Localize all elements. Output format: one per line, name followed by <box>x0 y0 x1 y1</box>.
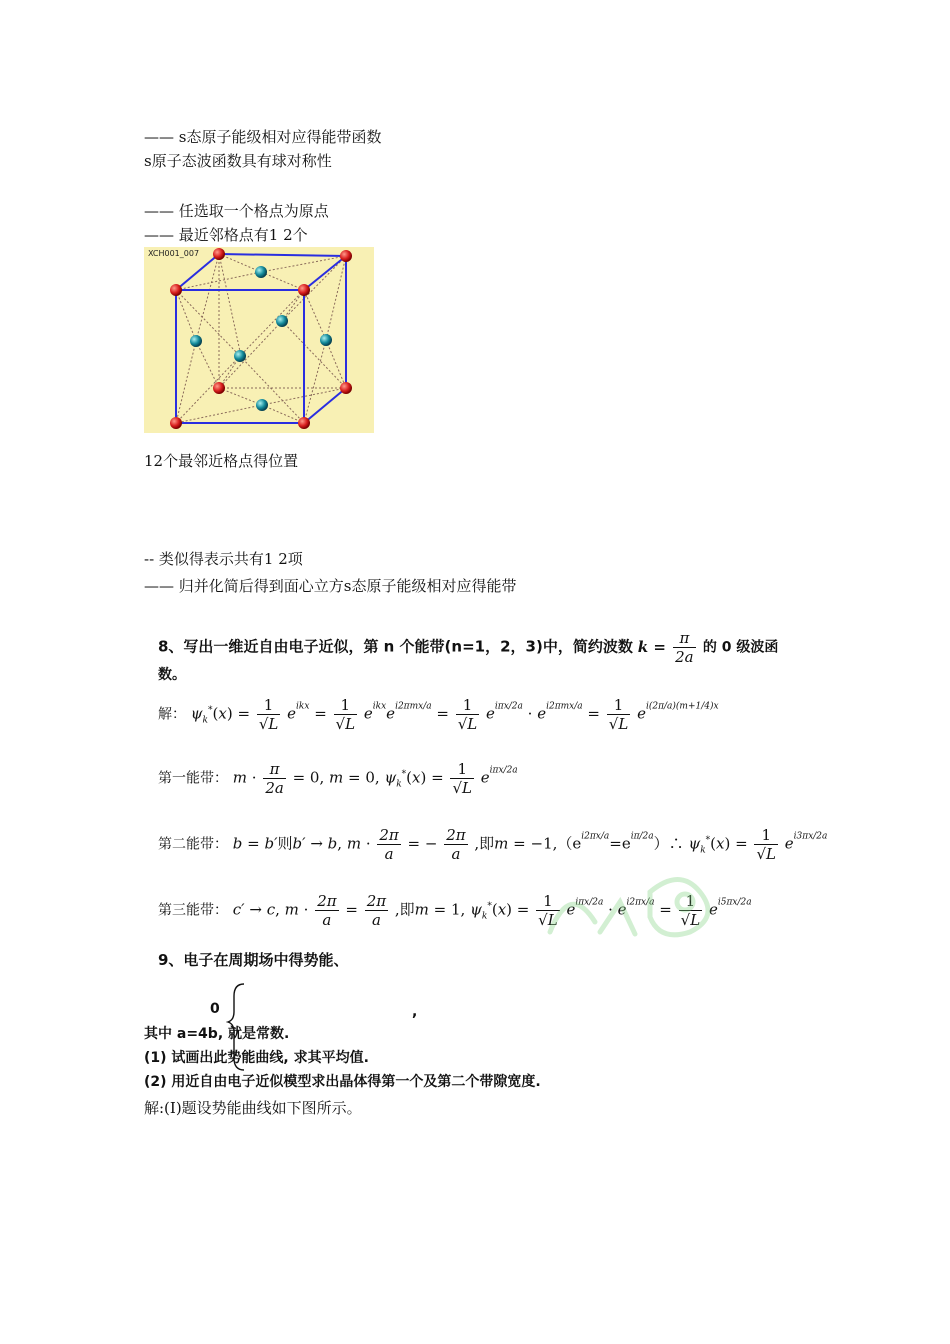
fcc-lattice-figure <box>144 247 374 433</box>
line-12-terms: -- 类似得表示共有1 2项 <box>144 550 303 568</box>
q8-band2-equation: 第二能带： b = b′则b′ → b, m · $\frac{2\pi}{a}$ = − $\frac{2\pi}{a}$ ,即$m = -1,(e^{i2\pi x/a}=e^{i\pi/2a})\therefore$ $\psi_k^*(x)$ = $\frac{1}{√L}$ $e^{i3\pi x/2a}$ <box>158 826 828 863</box>
q8-solution-equation: 解： $\psi_k^*(x)$ = $\frac{1}{√L}$ $e^{ikx}$ = $\frac{1}{√L}$ $e^{ikx}e^{i2\pi mx/a}$ = $\frac{1}{√L}$ $e^{i\pi x/2a} \cdot e^{i2\pi mx/a}$ = $\frac{1}{√L}$ $e^{i(2\pi/a)(m+1/4)x}$ <box>158 696 719 733</box>
watermark-logo <box>540 862 730 944</box>
q9-item-1: (1) 试画出此势能曲线, 求其平均值. <box>144 1050 369 1066</box>
q8-band3-equation: 第三能带： c′ → c, m · $\frac{2\pi}{a}$ = $\frac{2\pi}{a}$ ,即m = 1, $\psi_k^*(x)$ = $\frac{1}{√L}$ $e^{i\pi x/2a} \cdot e^{i2\pi x/a}$ = $\frac{1}{√L}$ $e^{i5\pi x/2a}$ <box>158 892 752 929</box>
q8-k-num: π <box>673 629 696 648</box>
q8-title-part-c: 数。 <box>158 667 186 683</box>
q8-k-expression <box>637 629 703 666</box>
q9-zero: 0 <box>210 1001 220 1017</box>
line-s-state-band: —— s态原子能级相对应得能带函数 <box>144 128 382 146</box>
q9-comma: , <box>412 1004 418 1020</box>
q9-item-2: (2) 用近自由电子近似模型求出晶体得第一个及第二个带隙宽度. <box>144 1074 541 1090</box>
q8-k-den: 2a <box>675 648 694 666</box>
line-12-neighbor-positions: 12个最邻近格点得位置 <box>144 452 299 470</box>
q9-title: 9、电子在周期场中得势能、 <box>158 951 349 969</box>
q9-condition: 其中 a=4b, 就是常数. <box>144 1026 290 1042</box>
q8-title <box>158 629 778 666</box>
q8-solution-label: 解： <box>158 706 186 723</box>
q8-k-fraction <box>673 629 696 666</box>
q9-answer: 解:(Ⅰ)题设势能曲线如下图所示。 <box>144 1099 362 1117</box>
q8-title-part-a: 8、写出一维近自由电子近似，第 n 个能带(n=1，2，3)中，简约波数 <box>158 637 633 656</box>
q8-band2-label: 第二能带： <box>158 836 228 853</box>
q8-title-part-b: 的 0 级波函 <box>702 639 779 656</box>
line-spherical-symmetry: s原子态波函数具有球对称性 <box>144 152 332 170</box>
q8-band1-label: 第一能带： <box>158 770 228 787</box>
line-fcc-band: —— 归并化简后得到面心立方s态原子能级相对应得能带 <box>144 577 517 595</box>
line-nearest-neighbors: —— 最近邻格点有1 2个 <box>144 226 308 244</box>
figure-caption: XCH001_007 <box>148 249 200 258</box>
q8-k-eq: k = <box>637 637 666 656</box>
q8-band1-equation: 第一能带： m · $\frac{\pi}{2a}$ = 0, m = 0, $\psi_k^*(x)$ = $\frac{1}{√L}$ $e^{i\pi x/2a}$ <box>158 760 518 797</box>
q8-band3-label: 第三能带： <box>158 902 228 919</box>
fcc-cube-diagram <box>144 247 374 433</box>
line-origin: —— 任选取一个格点为原点 <box>144 202 329 220</box>
